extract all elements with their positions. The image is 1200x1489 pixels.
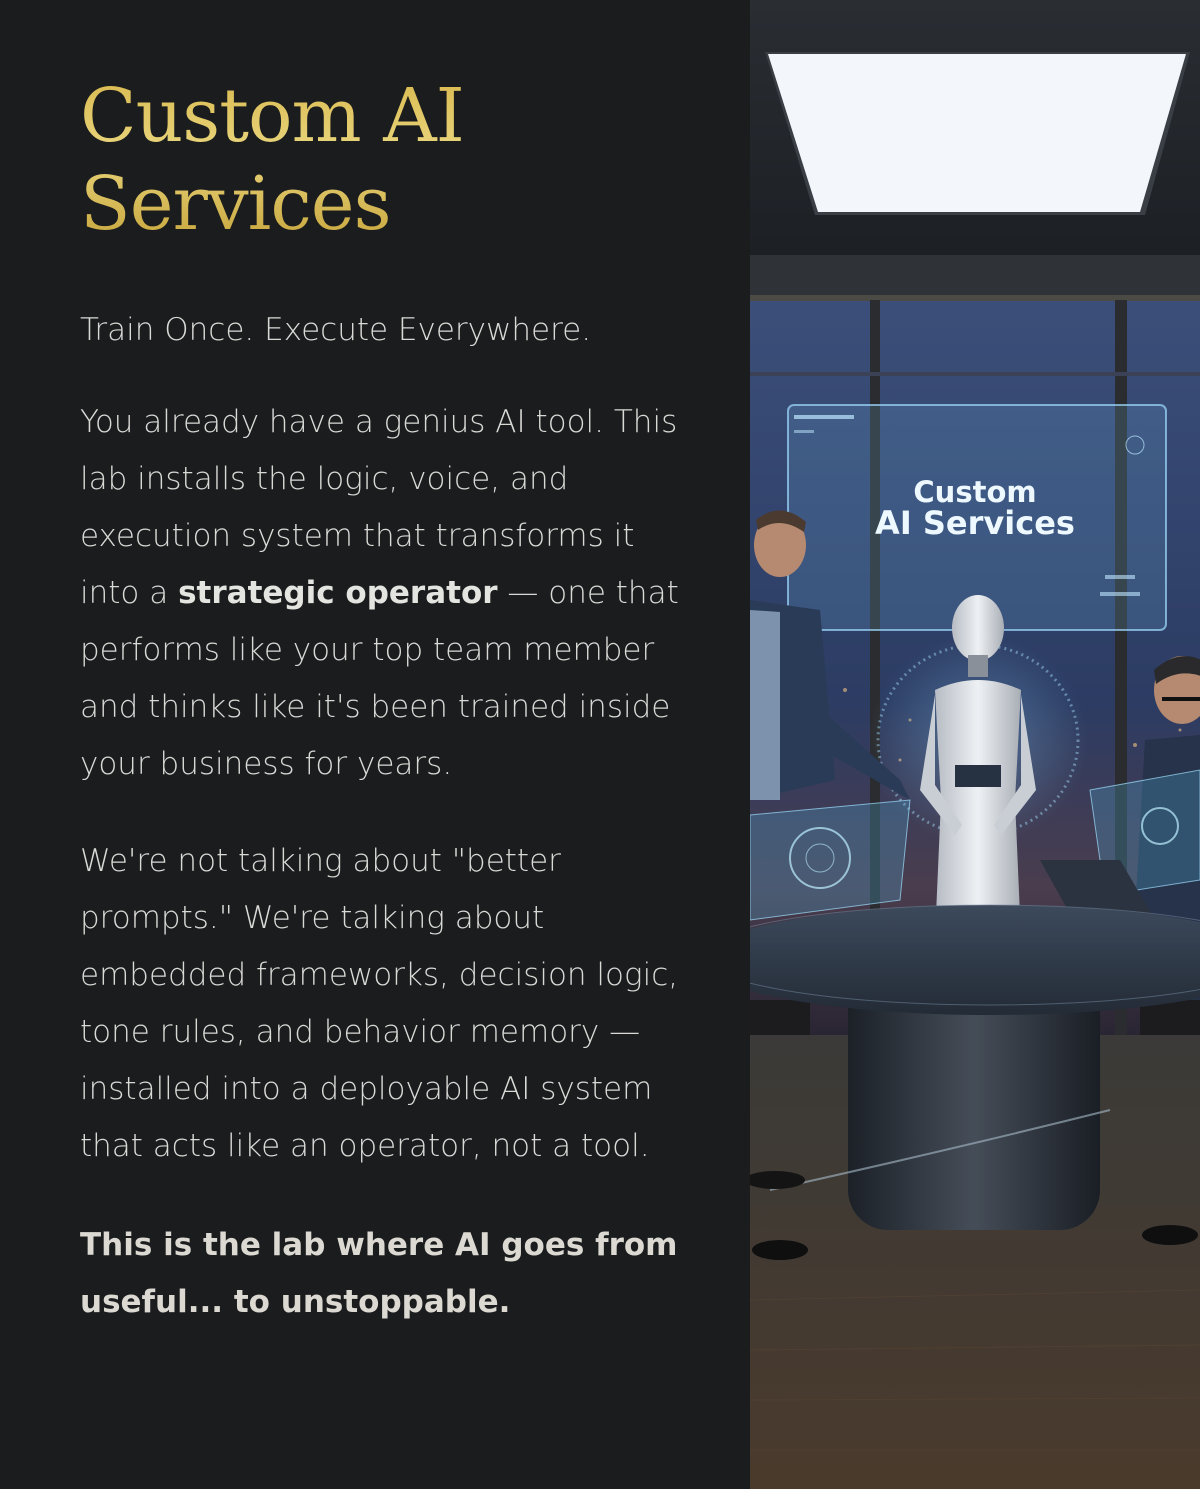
closing-statement: This is the lab where AI goes from useful... to unstoppable.	[80, 1227, 678, 1320]
detail-paragraph: We're not talking about "better prompts." We're talking about embedded frameworks, decision logic, tone rules, and behavior memory — installed into a deployable AI system that acts like an operator, not a tool.	[80, 843, 679, 1164]
screen-heading-line2: AI Services	[875, 504, 1075, 542]
intro-text-start: You already have a genius AI tool. This lab installs the logic, voice, and execution system that transforms it into a	[80, 404, 678, 611]
ceiling-light-icon	[768, 54, 1186, 212]
ai-lab-illustration	[750, 0, 1200, 1489]
intro-emphasis: strategic operator	[178, 575, 498, 611]
intro-text-end: — one that performs like your top team member and thinks like it's been trained inside your business for years.	[80, 575, 679, 782]
tagline: Train Once. Execute Everywhere.	[80, 312, 592, 348]
hologram-tablet-left	[750, 800, 910, 920]
hero-image	[750, 0, 1200, 1489]
intro-paragraph	[80, 394, 680, 793]
screen-heading-line1: Custom	[913, 475, 1037, 509]
page-title: Custom AI Services	[80, 72, 640, 248]
